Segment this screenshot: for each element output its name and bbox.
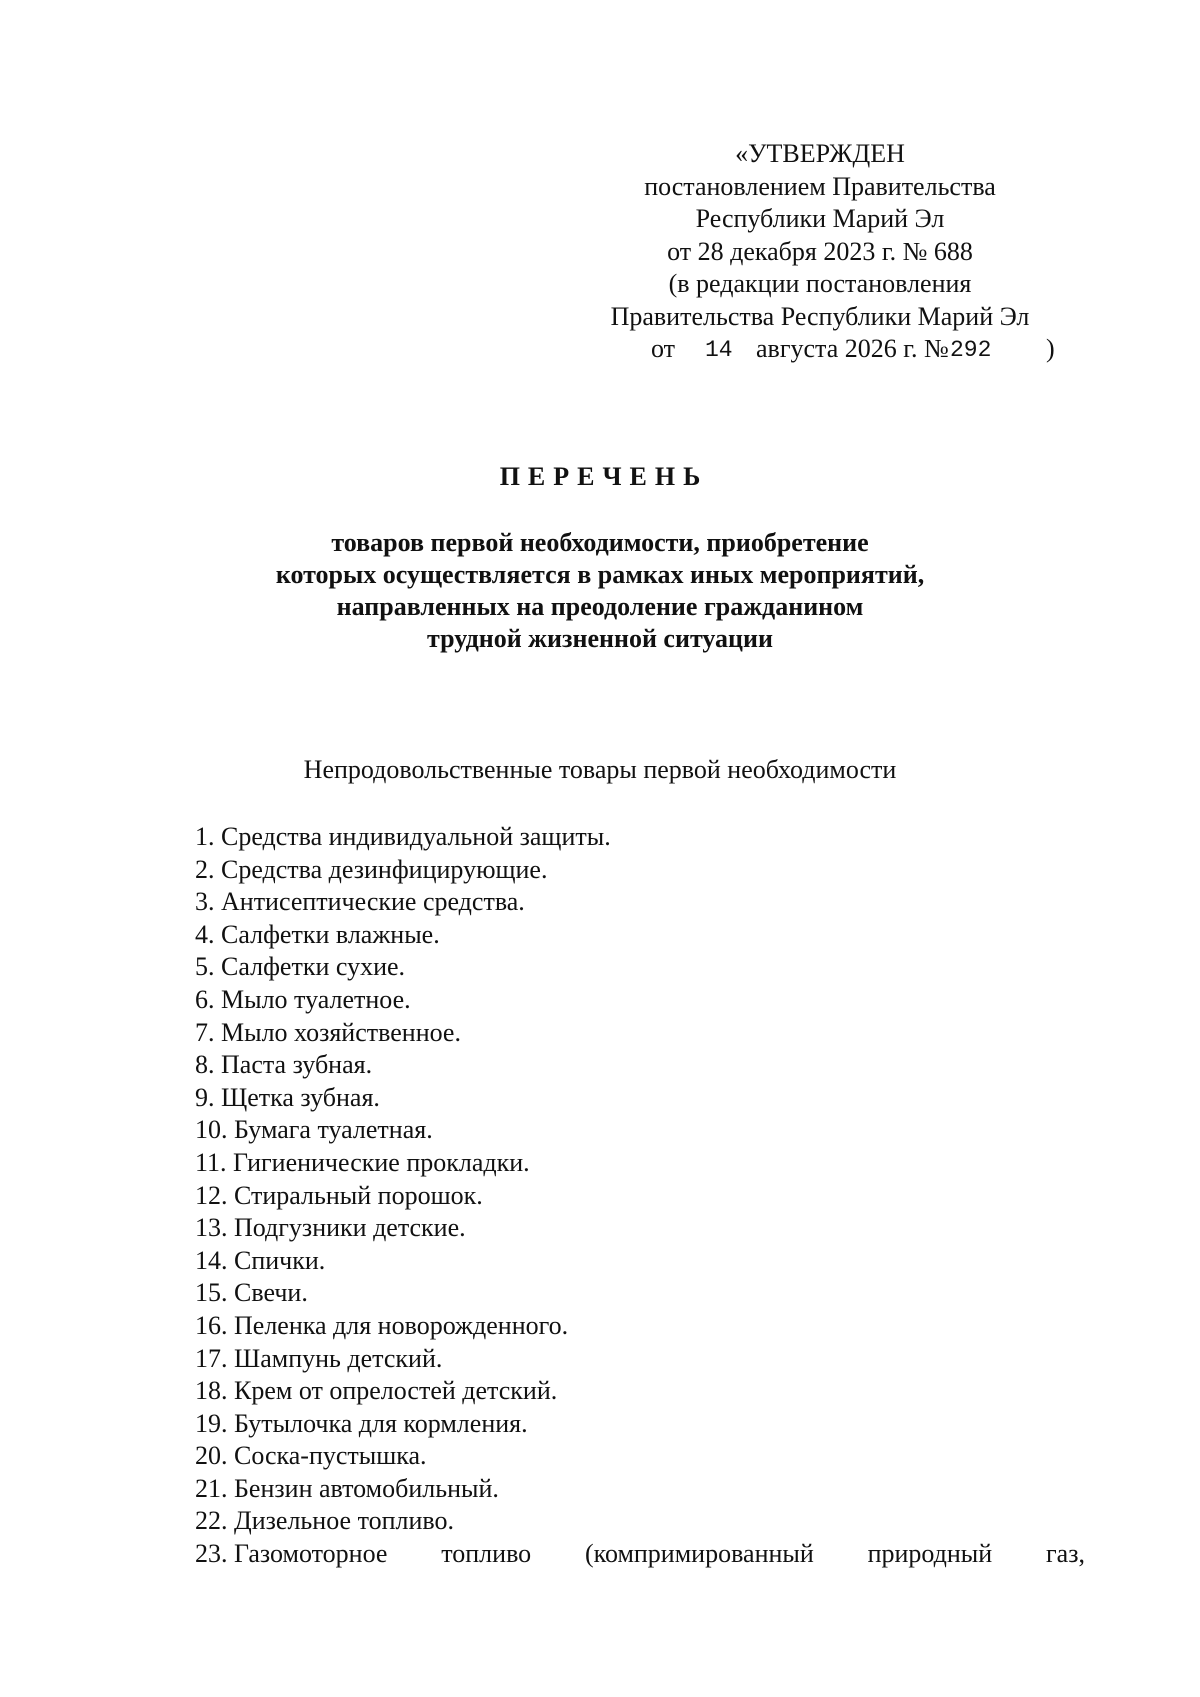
list-item: 9. Щетка зубная. — [195, 1082, 380, 1112]
list-item-justified — [195, 1538, 1085, 1571]
list-item-word: 23. Газомоторное — [195, 1539, 388, 1569]
goods-list — [195, 821, 1085, 1571]
list-item: 1. Средства индивидуальной защиты. — [195, 822, 611, 851]
subtitle-line: товаров первой необходимости, приобретение — [331, 528, 869, 557]
amendment-date-line — [570, 333, 1070, 366]
approval-line: постановлением Правительства — [644, 171, 996, 201]
list-item: 22. Дизельное топливо. — [195, 1506, 454, 1536]
approval-line: Правительства Республики Марий Эл — [610, 301, 1030, 331]
date-suffix: ) — [1046, 334, 1055, 363]
list-item: 10. Бумага туалетная. — [195, 1115, 433, 1145]
list-item: 6. Мыло туалетное. — [195, 984, 411, 1014]
list-item-word: топливо — [441, 1539, 532, 1569]
list-item: 7. Мыло хозяйственное. — [195, 1017, 461, 1047]
approval-line: Республики Марий Эл — [695, 204, 945, 233]
list-item: 20. Соска-пустышка. — [195, 1441, 427, 1471]
date-day: 14 — [705, 337, 733, 363]
list-item: 8. Паста зубная. — [195, 1050, 373, 1080]
list-item-word: природный — [867, 1539, 993, 1569]
list-item: 17. Шампунь детский. — [195, 1343, 443, 1373]
section-heading: Непродовольственные товары первой необходимости — [303, 755, 897, 784]
list-item: 11. Гигиенические прокладки. — [195, 1147, 530, 1177]
list-item: 18. Крем от опрелостей детский. — [195, 1376, 558, 1406]
approval-line: от 28 декабря 2023 г. № 688 — [667, 236, 973, 266]
list-item: 4. Салфетки влажные. — [195, 919, 440, 949]
list-item: 19. Бутылочка для кормления. — [195, 1408, 528, 1438]
list-item-word: (компримированный — [584, 1539, 814, 1569]
decree-number: 292 — [950, 337, 992, 363]
approval-line: (в редакции постановления — [668, 269, 972, 298]
list-item: 2. Средства дезинфицирующие. — [195, 854, 548, 884]
subtitle-line: направленных на преодоление гражданином — [336, 592, 864, 621]
list-item-word: газ, — [1045, 1539, 1085, 1569]
list-item: 13. Подгузники детские. — [195, 1213, 466, 1243]
date-month-year: августа 2026 г. № — [756, 334, 949, 363]
list-item: 21. Бензин автомобильный. — [195, 1473, 499, 1503]
subtitle-line: трудной жизненной ситуации — [427, 624, 773, 653]
list-item: 12. Стиральный порошок. — [195, 1180, 483, 1210]
list-item: 3. Антисептические средства. — [195, 887, 525, 917]
list-item: 14. Спички. — [195, 1245, 326, 1275]
list-item: 16. Пеленка для новорожденного. — [195, 1310, 569, 1340]
document-title: ПЕРЕЧЕНЬ — [499, 462, 709, 491]
date-prefix: от — [651, 334, 676, 363]
approval-block — [570, 138, 1070, 366]
list-item: 15. Свечи. — [195, 1278, 308, 1308]
document-subtitle — [0, 527, 1200, 655]
approval-line: «УТВЕРЖДЕН — [735, 139, 905, 168]
list-item: 5. Салфетки сухие. — [195, 952, 406, 982]
subtitle-line: которых осуществляется в рамках иных мероприятий, — [275, 560, 925, 589]
